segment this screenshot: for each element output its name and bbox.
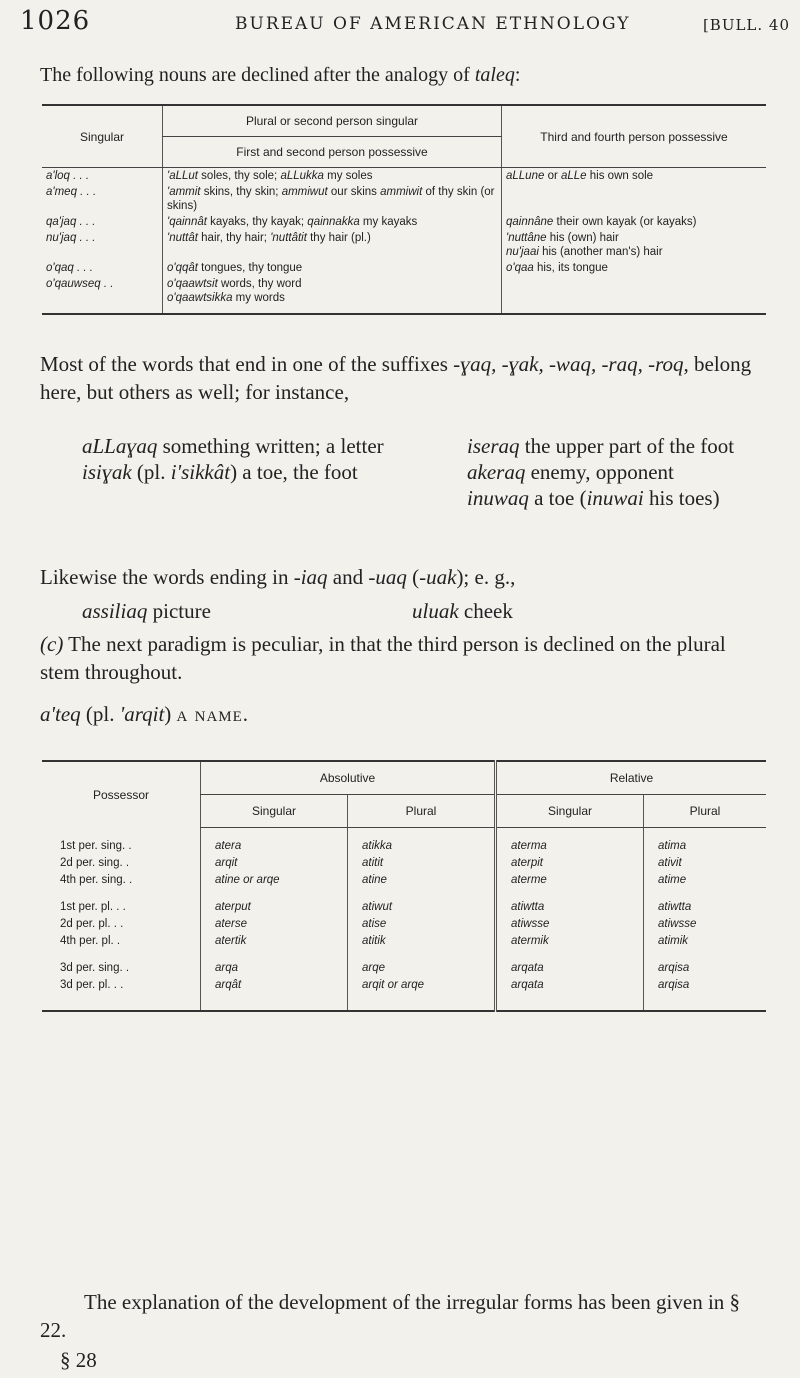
rel-plural-cell: atiwtta xyxy=(644,899,767,916)
row-gap xyxy=(42,828,766,839)
gap-cell xyxy=(348,828,496,839)
row-gap xyxy=(42,889,766,899)
table-row xyxy=(42,838,766,855)
gap-cell xyxy=(496,828,644,839)
page-number: 1026 xyxy=(20,6,91,36)
rel-singular-cell: aterme xyxy=(496,872,644,889)
third-person-cell: aLLune or aLLe his own sole xyxy=(502,168,767,185)
rel-singular-cell: atiwtta xyxy=(496,899,644,916)
table-row xyxy=(42,855,766,872)
gap-cell xyxy=(201,950,348,960)
plural-cell: 'nuttât hair, thy hair; 'nuttâtit thy hair (pl.) xyxy=(163,230,502,260)
paragraph-paradigm-intro: (c) The next paradigm is peculiar, in that the third person is declined on the plural stem throughout. xyxy=(40,632,726,684)
rel-singular-cell: arqata xyxy=(496,960,644,977)
plural-cell: 'qainnât kayaks, thy kayak; qainnakka my kayaks xyxy=(163,214,502,230)
plural-cell: o'qaawtsit words, thy word o'qaawtsikka my words xyxy=(163,276,502,314)
bulletin-label: [BULL. 40 xyxy=(702,16,790,34)
abs-singular-cell: arqât xyxy=(201,977,348,994)
examples-block-2 xyxy=(82,598,772,626)
gap-cell xyxy=(201,828,348,839)
col-rel-singular: Singular xyxy=(496,795,644,828)
intro-sentence: The following nouns are declined after the analogy of taleq: xyxy=(40,64,521,86)
possessor-cell: 4th per. pl. . xyxy=(60,935,121,947)
gap-cell xyxy=(42,994,201,1011)
rel-singular-cell: aterma xyxy=(496,838,644,855)
example-item: inuwaq a toe (inuwai his toes) xyxy=(467,486,720,510)
example-item: assiliaq picture xyxy=(82,599,211,623)
abs-plural-cell: atitik xyxy=(348,933,496,950)
abs-singular-cell: atine or arqe xyxy=(201,872,348,889)
table-row xyxy=(42,214,766,230)
example-item: akeraq enemy, opponent xyxy=(467,460,674,484)
abs-singular-cell: aterput xyxy=(201,899,348,916)
plural-cell: 'ammit skins, thy skin; ammiwut our skins ammiwit of thy skin (or skins) xyxy=(163,184,502,214)
table-row xyxy=(42,276,766,314)
possessor-cell: 4th per. sing. . xyxy=(60,874,133,886)
gap-cell xyxy=(42,828,201,839)
table-row xyxy=(42,916,766,933)
gap-cell xyxy=(644,994,767,1011)
table-row xyxy=(42,977,766,994)
possessor-cell: 1st per. pl. . . xyxy=(60,901,126,913)
table-row xyxy=(42,899,766,916)
abs-singular-cell: atertik xyxy=(201,933,348,950)
gap-cell xyxy=(42,889,201,899)
gap-cell xyxy=(496,889,644,899)
paradigm-title: a'teq (pl. 'arqit) a name. xyxy=(40,702,250,726)
section-marker: § 28 xyxy=(60,1348,97,1372)
table-row xyxy=(42,933,766,950)
plural-cell: o'qqât tongues, thy tongue xyxy=(163,260,502,276)
abs-singular-cell: arqit xyxy=(201,855,348,872)
row-gap xyxy=(42,950,766,960)
gap-cell xyxy=(496,950,644,960)
table1-body xyxy=(42,168,766,315)
third-person-cell: qainnâne their own kayak (or kayaks) xyxy=(502,214,767,230)
singular-cell: a'meq . . . xyxy=(46,186,97,198)
abs-plural-cell: atine xyxy=(348,872,496,889)
singular-cell: o'qaq . . . xyxy=(46,262,93,274)
examples-right xyxy=(467,433,797,511)
gap-cell xyxy=(42,950,201,960)
abs-singular-cell: arqa xyxy=(201,960,348,977)
paradigm-table xyxy=(42,760,766,1012)
abs-singular-cell: aterse xyxy=(201,916,348,933)
abs-plural-cell: atitit xyxy=(348,855,496,872)
gap-cell xyxy=(201,994,348,1011)
gap-cell xyxy=(496,994,644,1011)
abs-plural-cell: arqe xyxy=(348,960,496,977)
possessor-cell: 3d per. sing. . xyxy=(60,962,130,974)
possessor-cell: 2d per. sing. . xyxy=(60,857,130,869)
rel-plural-cell: atime xyxy=(644,872,767,889)
gap-cell xyxy=(201,889,348,899)
col-singular: Singular xyxy=(42,105,163,168)
singular-cell: a'loq . . . xyxy=(46,170,90,182)
col-first-second: First and second person possessive xyxy=(163,137,502,168)
gap-cell xyxy=(348,950,496,960)
noun-declension-table xyxy=(42,104,766,315)
suffix-list: -ɣaq, -ɣak, -waq, -raq, -roq, xyxy=(453,352,689,376)
third-person-cell xyxy=(502,184,767,214)
abs-plural-cell: arqit or arqe xyxy=(348,977,496,994)
rel-singular-cell: arqata xyxy=(496,977,644,994)
abs-plural-cell: atikka xyxy=(348,838,496,855)
third-person-cell xyxy=(502,276,767,314)
rel-plural-cell: atiwsse xyxy=(644,916,767,933)
col-possessor: Possessor xyxy=(42,761,201,828)
table-row xyxy=(42,168,766,185)
col-relative: Relative xyxy=(496,761,767,795)
abs-plural-cell: atise xyxy=(348,916,496,933)
singular-cell: nu'jaq . . . xyxy=(46,232,96,244)
gap-cell xyxy=(348,994,496,1011)
col-rel-plural: Plural xyxy=(644,795,767,828)
gap-cell xyxy=(644,950,767,960)
example-item: uluak cheek xyxy=(412,599,513,623)
running-title: BUREAU OF AMERICAN ETHNOLOGY xyxy=(235,14,631,34)
row-gap xyxy=(42,994,766,1011)
examples-left xyxy=(82,433,412,485)
example-item: aLLaɣaq something written; a letter xyxy=(82,434,384,458)
rel-plural-cell: atimik xyxy=(644,933,767,950)
col-abs-plural: Plural xyxy=(348,795,496,828)
rel-plural-cell: arqisa xyxy=(644,960,767,977)
plural-cell: 'aLLut soles, thy sole; aLLukka my soles xyxy=(163,168,502,185)
abs-plural-cell: atiwut xyxy=(348,899,496,916)
abs-singular-cell: atera xyxy=(201,838,348,855)
analogy-word: taleq xyxy=(474,64,515,86)
third-person-cell: o'qaa his, its tongue xyxy=(502,260,767,276)
gap-cell xyxy=(644,828,767,839)
table-row xyxy=(42,184,766,214)
rel-plural-cell: ativit xyxy=(644,855,767,872)
gap-cell xyxy=(644,889,767,899)
possessor-cell: 2d per. pl. . . xyxy=(60,918,124,930)
col-third-fourth: Third and fourth person possessive xyxy=(502,105,767,168)
table-row xyxy=(42,872,766,889)
example-item: iseraq the upper part of the foot xyxy=(467,434,735,458)
possessor-cell: 1st per. sing. . xyxy=(60,840,132,852)
examples-block-1 xyxy=(82,433,772,543)
rel-singular-cell: atiwsse xyxy=(496,916,644,933)
singular-cell: qa'jaq . . . xyxy=(46,216,96,228)
rel-singular-cell: aterpit xyxy=(496,855,644,872)
paragraph-explanation: The explanation of the development of the irregular forms has been given in § 22. xyxy=(40,1290,741,1342)
plural-cell-line: o'qaawtsikka my words xyxy=(167,292,285,304)
col-absolutive: Absolutive xyxy=(201,761,496,795)
singular-cell: o'qauwseq . . xyxy=(42,276,163,314)
table-row xyxy=(42,230,766,260)
gap-cell xyxy=(348,889,496,899)
col-abs-singular: Singular xyxy=(201,795,348,828)
paragraph-suffixes: Most of the words that end in one of the suffixes -ɣaq, -ɣak, -waq, -raq, -roq, belong here, but others as well; for instance, xyxy=(40,352,752,404)
col-plural-group: Plural or second person singular xyxy=(163,105,502,137)
table2-body xyxy=(42,828,766,1012)
rel-plural-cell: atima xyxy=(644,838,767,855)
table-row xyxy=(42,260,766,276)
table-row xyxy=(42,960,766,977)
rel-singular-cell: atermik xyxy=(496,933,644,950)
third-person-cell-line: nu'jaai his (another man's) hair xyxy=(506,246,663,258)
running-header xyxy=(20,6,790,42)
example-item: isiɣak (pl. i'sikkât) a toe, the foot xyxy=(82,460,358,484)
rel-plural-cell: arqisa xyxy=(644,977,767,994)
third-person-cell: 'nuttâne his (own) hair nu'jaai his (another man's) hair xyxy=(502,230,767,260)
possessor-cell: 3d per. pl. . . xyxy=(60,979,124,991)
paragraph-likewise: Likewise the words ending in -iaq and -uaq (-uak); e. g., xyxy=(40,565,516,589)
